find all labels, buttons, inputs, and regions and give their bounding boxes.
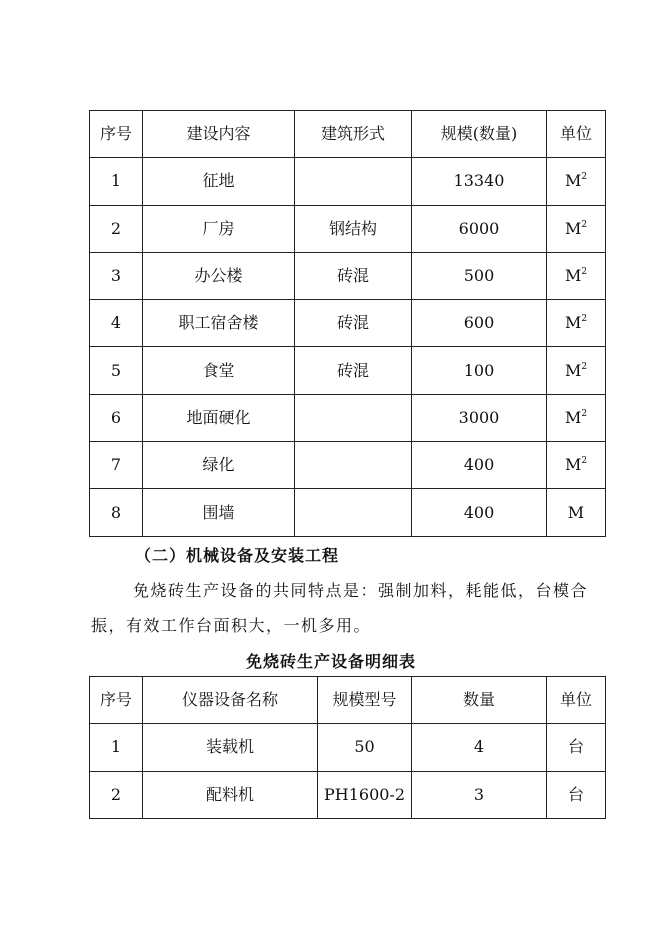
model-cell: PH1600-2 bbox=[318, 771, 412, 818]
header-cell: 建筑形式 bbox=[295, 111, 412, 158]
unit-cell bbox=[547, 394, 606, 441]
content-cell: 食堂 bbox=[143, 347, 295, 394]
scale-cell: 400 bbox=[412, 442, 547, 489]
unit-text: M bbox=[564, 171, 582, 191]
row-number: 7 bbox=[90, 442, 143, 489]
equipment-table bbox=[89, 676, 606, 819]
unit-cell bbox=[547, 300, 606, 347]
header-cell: 规模(数量) bbox=[412, 111, 547, 158]
unit-cell: 台 bbox=[547, 724, 606, 771]
row-number: 1 bbox=[90, 158, 143, 205]
model-cell: 50 bbox=[318, 724, 412, 771]
table-header-row bbox=[90, 111, 606, 158]
unit-cell bbox=[547, 347, 606, 394]
table-row bbox=[90, 724, 606, 771]
unit-text: M bbox=[564, 313, 582, 333]
unit-superscript: 2 bbox=[581, 456, 588, 467]
unit-text: M bbox=[564, 266, 582, 286]
header-cell: 单位 bbox=[547, 111, 606, 158]
table-row bbox=[90, 158, 606, 205]
content-cell: 办公楼 bbox=[143, 252, 295, 299]
table-row bbox=[90, 252, 606, 299]
table-row bbox=[90, 300, 606, 347]
equipment-name-cell: 装载机 bbox=[143, 724, 318, 771]
section-heading: （二）机械设备及安装工程 bbox=[135, 546, 340, 565]
unit-cell bbox=[547, 158, 606, 205]
table-row bbox=[90, 489, 606, 536]
table-row bbox=[90, 771, 606, 818]
unit-cell: 台 bbox=[547, 771, 606, 818]
row-number: 4 bbox=[90, 300, 143, 347]
scale-cell: 100 bbox=[412, 347, 547, 394]
table-header-row bbox=[90, 677, 606, 724]
table-row bbox=[90, 205, 606, 252]
content-cell: 厂房 bbox=[143, 205, 295, 252]
paragraph-line: 振，有效工作台面积大，一机多用。 bbox=[91, 616, 372, 635]
unit-text: M bbox=[567, 502, 585, 522]
unit-superscript: 2 bbox=[581, 314, 588, 325]
form-cell bbox=[295, 158, 412, 205]
row-number: 2 bbox=[90, 771, 143, 818]
unit-cell bbox=[547, 489, 606, 536]
content-cell: 围墙 bbox=[143, 489, 295, 536]
form-cell bbox=[295, 442, 412, 489]
unit-superscript: 2 bbox=[581, 172, 588, 183]
unit-text: M bbox=[564, 360, 582, 380]
header-cell: 序号 bbox=[90, 111, 143, 158]
unit-superscript: 2 bbox=[581, 267, 588, 278]
table-row bbox=[90, 347, 606, 394]
form-cell: 钢结构 bbox=[295, 205, 412, 252]
content-cell: 职工宿舍楼 bbox=[143, 300, 295, 347]
row-number: 3 bbox=[90, 252, 143, 299]
content-cell: 绿化 bbox=[143, 442, 295, 489]
table-row bbox=[90, 394, 606, 441]
row-number: 8 bbox=[90, 489, 143, 536]
unit-text: M bbox=[564, 455, 582, 475]
scale-cell: 3000 bbox=[412, 394, 547, 441]
quantity-cell: 3 bbox=[412, 771, 547, 818]
scale-cell: 500 bbox=[412, 252, 547, 299]
unit-text: M bbox=[564, 407, 582, 427]
row-number: 1 bbox=[90, 724, 143, 771]
scale-cell: 13340 bbox=[412, 158, 547, 205]
header-cell: 序号 bbox=[90, 677, 143, 724]
content-cell: 征地 bbox=[143, 158, 295, 205]
header-cell: 仪器设备名称 bbox=[143, 677, 318, 724]
unit-cell bbox=[547, 252, 606, 299]
form-cell: 砖混 bbox=[295, 347, 412, 394]
equipment-table-title: 免烧砖生产设备明细表 bbox=[245, 652, 416, 671]
form-cell bbox=[295, 394, 412, 441]
form-cell: 砖混 bbox=[295, 252, 412, 299]
unit-cell bbox=[547, 442, 606, 489]
unit-superscript: 2 bbox=[581, 408, 588, 419]
paragraph-line: 免烧砖生产设备的共同特点是：强制加料，耗能低，台模合 bbox=[133, 581, 589, 600]
content-cell: 地面硬化 bbox=[143, 394, 295, 441]
row-number: 2 bbox=[90, 205, 143, 252]
unit-superscript: 2 bbox=[581, 361, 588, 372]
construction-content-table bbox=[89, 110, 606, 537]
form-cell: 砖混 bbox=[295, 300, 412, 347]
header-cell: 数量 bbox=[412, 677, 547, 724]
row-number: 6 bbox=[90, 394, 143, 441]
scale-cell: 6000 bbox=[412, 205, 547, 252]
header-cell: 建设内容 bbox=[143, 111, 295, 158]
unit-superscript: 2 bbox=[581, 219, 588, 230]
table-row bbox=[90, 442, 606, 489]
header-cell: 规模型号 bbox=[318, 677, 412, 724]
quantity-cell: 4 bbox=[412, 724, 547, 771]
header-cell: 单位 bbox=[547, 677, 606, 724]
row-number: 5 bbox=[90, 347, 143, 394]
equipment-name-cell: 配料机 bbox=[143, 771, 318, 818]
unit-text: M bbox=[564, 218, 582, 238]
unit-cell bbox=[547, 205, 606, 252]
scale-cell: 600 bbox=[412, 300, 547, 347]
form-cell bbox=[295, 489, 412, 536]
scale-cell: 400 bbox=[412, 489, 547, 536]
